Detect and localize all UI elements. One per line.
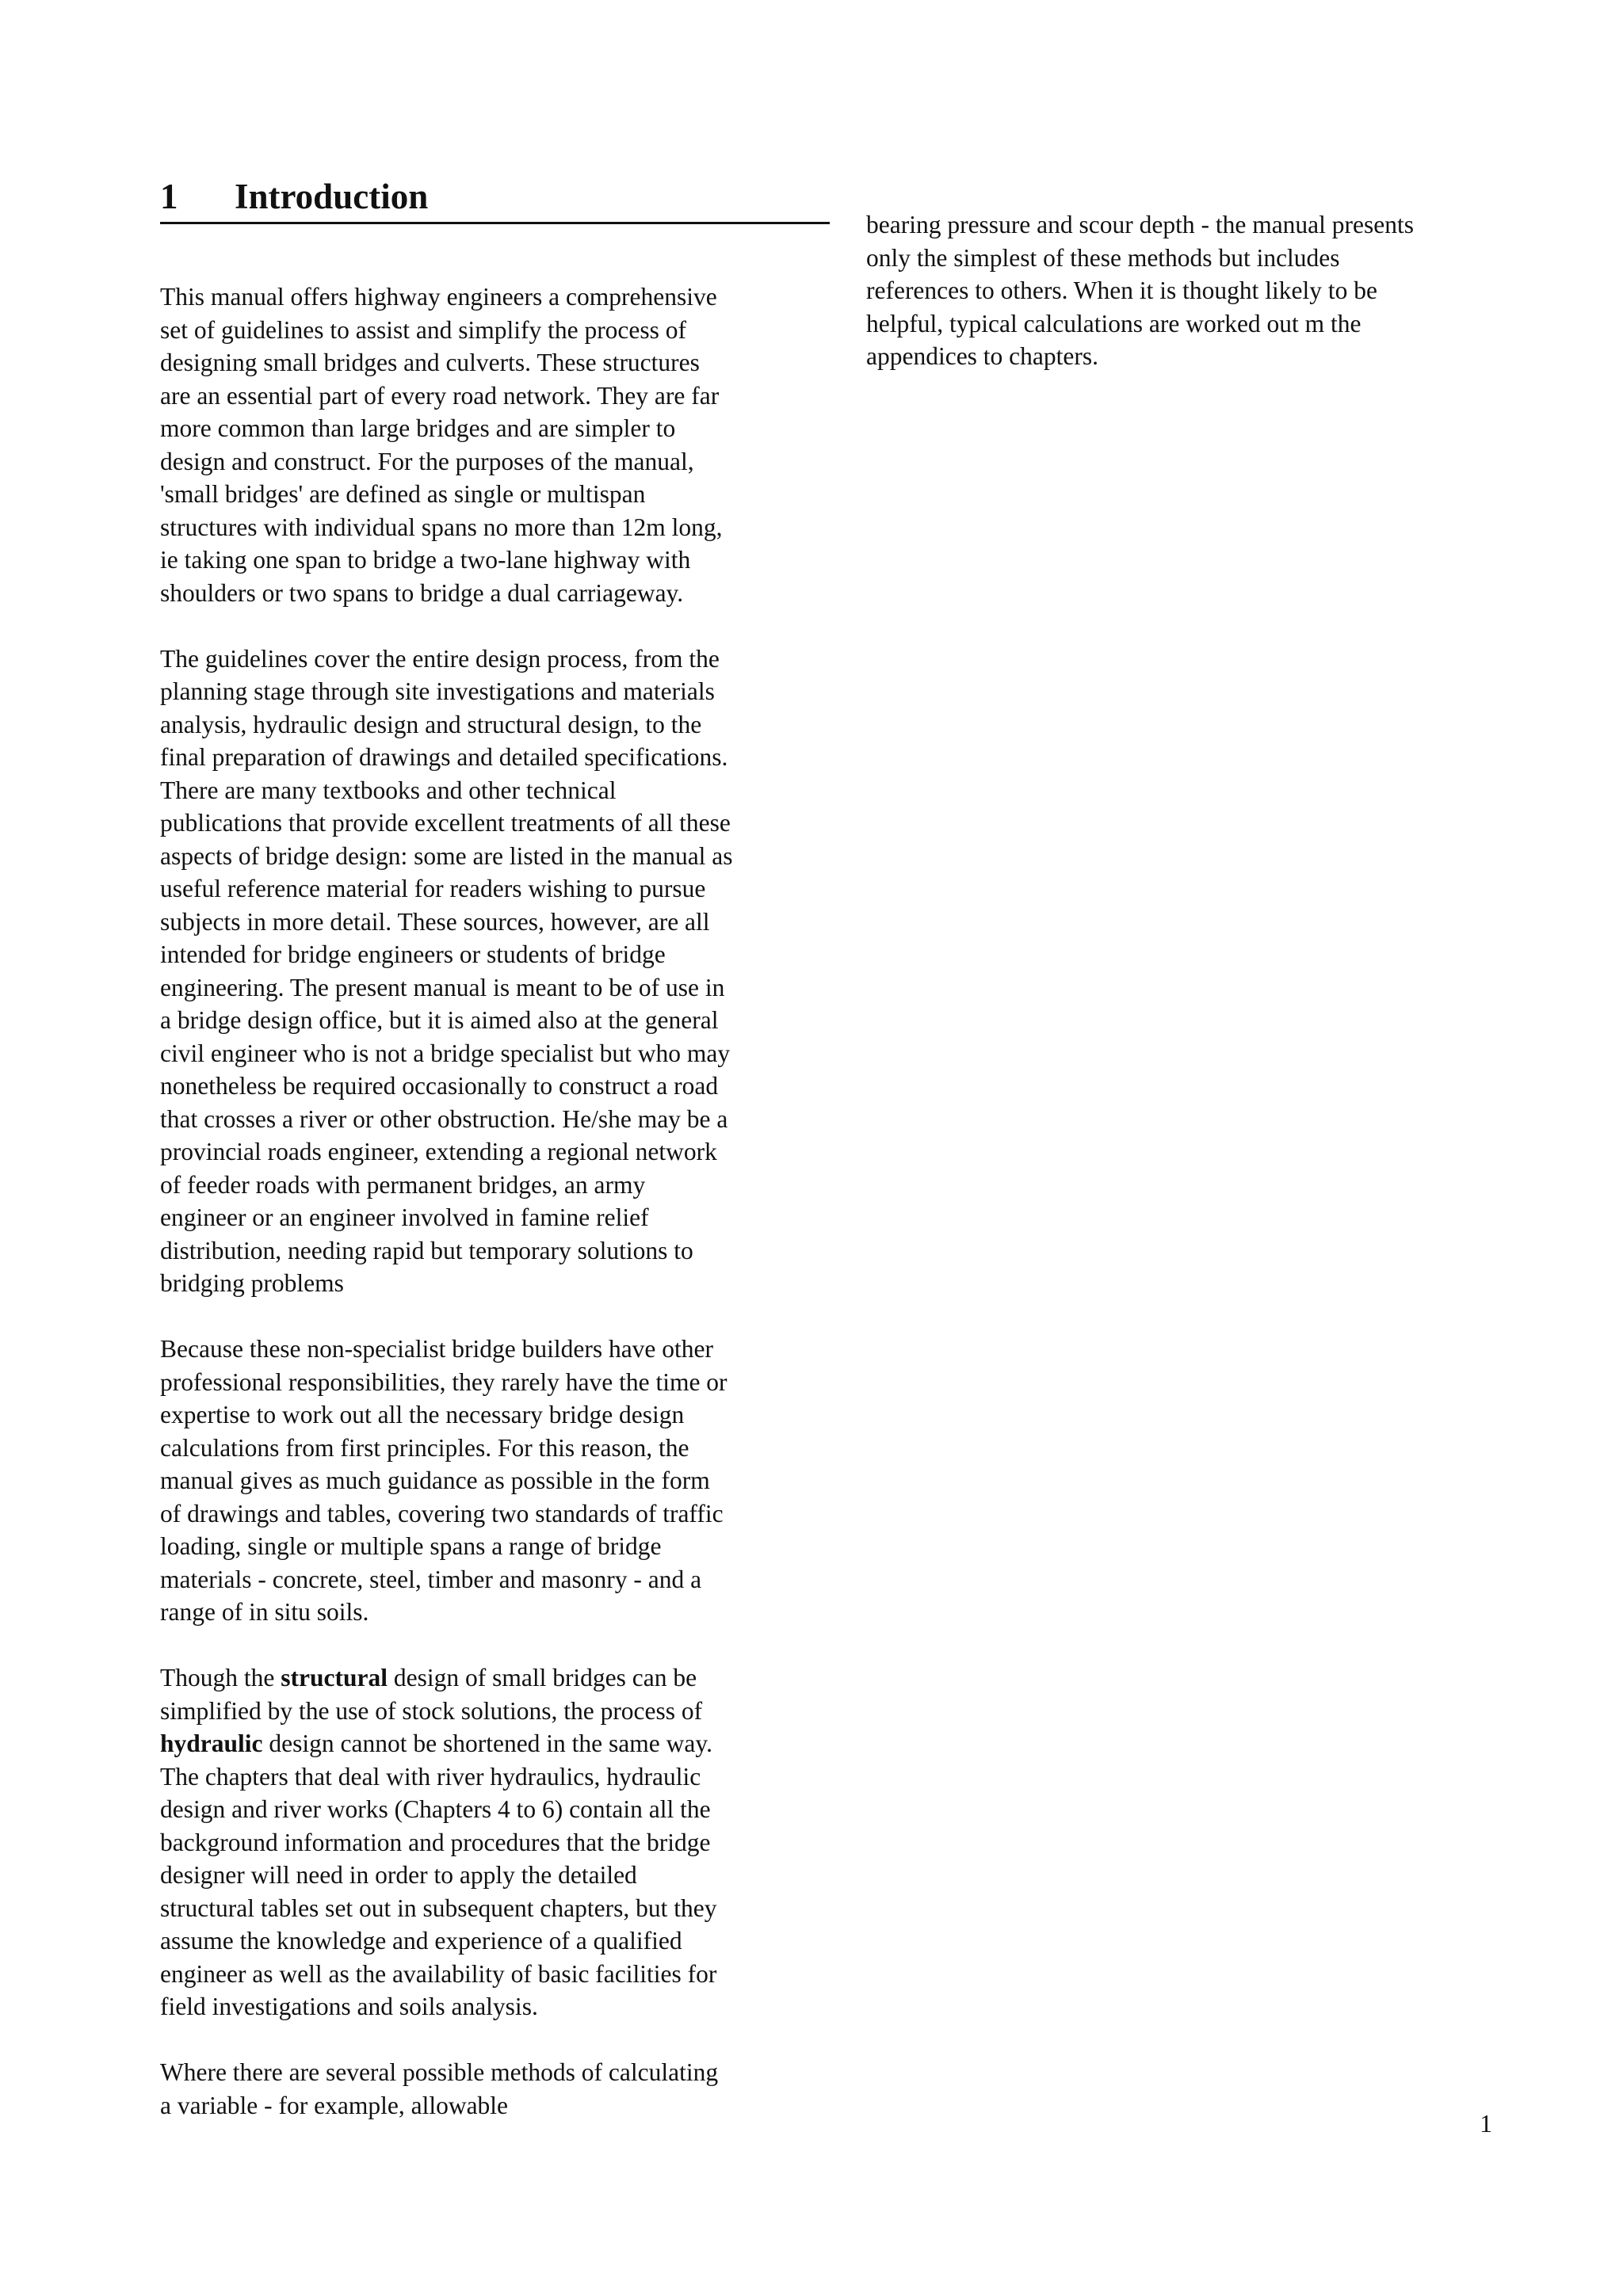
text-line: a bridge design office, but it is aimed also at the general bbox=[160, 1006, 719, 1034]
text-line: structures with individual spans no more than 12m long, bbox=[160, 513, 723, 541]
text-line: references to others. When it is thought likely to be bbox=[866, 277, 1377, 304]
text-line bbox=[160, 1727, 802, 1760]
text-line: a variable - for example, allowable bbox=[160, 2091, 509, 2119]
text-line: Where there are several possible methods of calculating bbox=[160, 2058, 719, 2086]
chapter-heading bbox=[160, 173, 830, 224]
text-line: background information and procedures that the bridge bbox=[160, 1828, 711, 1856]
text-line: more common than large bridges and are simpler to bbox=[160, 414, 676, 442]
text-line: shoulders or two spans to bridge a dual carriageway. bbox=[160, 578, 684, 607]
chapter-number: 1 bbox=[160, 177, 178, 216]
text-line: of feeder roads with permanent bridges, an army bbox=[160, 1170, 646, 1199]
text-line: aspects of bridge design: some are listed in the manual as bbox=[160, 841, 733, 870]
text-line: that crosses a river or other obstruction. He/she may be a bbox=[160, 1104, 728, 1133]
text-line: materials - concrete, steel, timber and masonry - and a bbox=[160, 1565, 702, 1593]
text-line: range of in situ soils. bbox=[160, 1598, 369, 1626]
right-column bbox=[866, 208, 1500, 406]
text-line: bearing pressure and scour depth - the manual presents bbox=[866, 211, 1415, 238]
bold-term-hydraulic: hydraulic bbox=[160, 1730, 263, 1757]
text-line: only the simplest of these methods but includes bbox=[866, 243, 1340, 272]
text-line: loading, single or multiple spans a range of bridge bbox=[160, 1532, 662, 1560]
text-line: simplified by the use of stock solutions, the process of bbox=[160, 1696, 703, 1725]
text-line: helpful, typical calculations are worked out m the bbox=[866, 309, 1361, 338]
text-line: appendices to chapters. bbox=[866, 342, 1099, 370]
text-line: designer will need in order to apply the detailed bbox=[160, 1861, 637, 1889]
text-line: manual gives as much guidance as possible in the form bbox=[160, 1466, 710, 1494]
text-line: useful reference material for readers wishing to pursue bbox=[160, 875, 706, 902]
text-line: distribution, needing rapid but temporary solutions to bbox=[160, 1236, 693, 1264]
paragraph-guidelines bbox=[160, 643, 802, 1300]
text-line: The chapters that deal with river hydraulics, hydraulic bbox=[160, 1762, 701, 1791]
text-line: field investigations and soils analysis. bbox=[160, 1993, 538, 2020]
text-line: engineer or an engineer involved in famine relief bbox=[160, 1203, 649, 1231]
text-line: ie taking one span to bridge a two-lane highway with bbox=[160, 546, 691, 574]
text-line: subjects in more detail. These sources, however, are all bbox=[160, 907, 710, 936]
paragraph-intro bbox=[160, 280, 802, 609]
text-line: There are many textbooks and other technical bbox=[160, 776, 617, 804]
paragraph-non-specialist bbox=[160, 1333, 802, 1629]
text-line: set of guidelines to assist and simplify the process of bbox=[160, 315, 687, 344]
text-line: assume the knowledge and experience of a qualified bbox=[160, 1927, 682, 1955]
text-line: design and river works (Chapters 4 to 6) contain all the bbox=[160, 1795, 711, 1823]
text-line: professional responsibilities, they rarely have the time or bbox=[160, 1367, 727, 1396]
text-line: design and construct. For the purposes of the manual, bbox=[160, 447, 694, 475]
paragraph-structural-hydraulic bbox=[160, 1661, 802, 2023]
text-segment: design of small bridges can be bbox=[387, 1664, 697, 1691]
text-segment: design cannot be shortened in the same way. bbox=[262, 1730, 712, 1757]
text-line: nonetheless be required occasionally to construct a road bbox=[160, 1072, 719, 1100]
text-line bbox=[160, 1661, 802, 1695]
text-line: engineering. The present manual is meant to be of use in bbox=[160, 973, 725, 1001]
text-line: calculations from first principles. For this reason, the bbox=[160, 1433, 689, 1462]
page-number: 1 bbox=[1480, 2110, 1492, 2138]
text-line: 'small bridges' are defined as single or multispan bbox=[160, 480, 646, 508]
text-line: bridging problems bbox=[160, 1269, 344, 1297]
text-line: final preparation of drawings and detailed specifications. bbox=[160, 743, 728, 771]
text-segment: Though the bbox=[160, 1664, 281, 1691]
left-column bbox=[160, 280, 802, 2155]
paragraph-methods bbox=[160, 2056, 802, 2122]
text-line: publications that provide excellent treatments of all these bbox=[160, 809, 731, 837]
text-line: analysis, hydraulic design and structural design, to the bbox=[160, 710, 702, 738]
text-line: provincial roads engineer, extending a regional network bbox=[160, 1138, 717, 1165]
text-line: expertise to work out all the necessary bridge design bbox=[160, 1401, 685, 1428]
text-line: civil engineer who is not a bridge specialist but who may bbox=[160, 1039, 731, 1067]
text-line: engineer as well as the availability of basic facilities for bbox=[160, 1959, 717, 1988]
text-line: Because these non-specialist bridge builders have other bbox=[160, 1335, 714, 1363]
text-line: planning stage through site investigations and materials bbox=[160, 677, 715, 705]
paragraph-methods-continued bbox=[866, 208, 1500, 373]
text-line: intended for bridge engineers or students of bridge bbox=[160, 940, 666, 968]
bold-term-structural: structural bbox=[281, 1664, 388, 1691]
text-line: The guidelines cover the entire design process, from the bbox=[160, 644, 720, 673]
text-line: of drawings and tables, covering two standards of traffic bbox=[160, 1499, 724, 1527]
chapter-title: Introduction bbox=[235, 177, 429, 216]
text-line: structural tables set out in subsequent chapters, but they bbox=[160, 1894, 717, 1922]
text-line: This manual offers highway engineers a comprehensive bbox=[160, 283, 717, 311]
text-line: are an essential part of every road network. They are far bbox=[160, 381, 720, 410]
text-line: designing small bridges and culverts. These structures bbox=[160, 349, 700, 376]
